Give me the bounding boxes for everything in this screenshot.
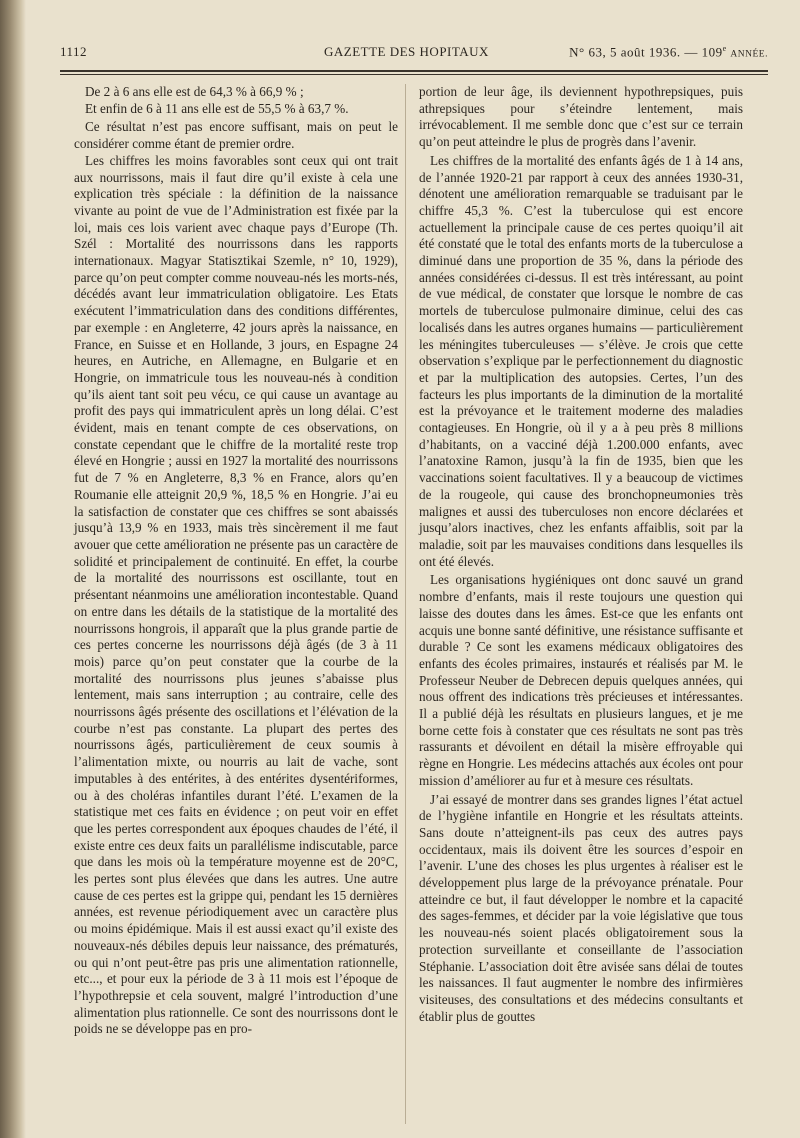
issue-info-suffix: ANNÉE. xyxy=(730,49,768,60)
paragraph: Les organisations hygiéniques ont donc sauvé un grand nombre d’enfants, mais il reste toujours une question qui laisse des doutes dans les âmes. Est-ce que les enfants ont acquis une bonne santé définitive, une résistance suffisante et durable ? Ce sont les examens médicaux obligatoires des enfants des écoles primaires, instaurés et réalisés par M. le Professeur Neuber de Debrecen depuis quelques années, qui nous offrent des indications très précieuses et intéressantes. Il a publié déjà les résultats en plusieurs langues, et je me borne cette fois à constater que ces résultats ne sont pas très rassurants et dévoilent en détail la misère effroyable qui règne en Hongrie. Les médecins attachés aux écoles ont pour mission d’améliorer au fur et à mesure ces résultats. xyxy=(419,572,743,788)
paragraph: Les chiffres les moins favorables sont ceux qui ont trait aux nourrissons, mais il faut dire qu’il existe à cela une explication très spéciale : la définition de la naissance vivante au point de vue de l’Administration est fixée par la loi, mais ces lois varient avec chaque pays d’Europe (Th. Szél : Mortalité des nourrissons dans les rapports internationaux. Magyar Statisztikai Szemle, n° 10, 1929), parce qu’on peut compter comme nouveau-nés les morts-nés, décédés avant leur immatriculation obligatoire. Les Etats exécutent l’immatriculation dans des conditions différentes, par exemple : en Angleterre, 42 jours après la naissance, en France, en Suisse et en Hollande, 3 jours, en Espagne 24 heures, en Autriche, en Allemagne, en Bulgarie et en Hongrie, on immatricule tous les nouveau-nés à condition qu’ils aient tant soit peu vécu, ce qui cause un avantage au profit des pays qui immatriculent après un long délai. C’est évident, mais en tenant compte de ces observations, on constate cependant que le chiffre de la mortalité reste trop élevé en Hongrie ; aussi en 1927 la mortalité des nourrissons fut de 7 % en Angleterre, 8,3 % en France, alors qu’en Roumanie elle atteignit 20,9 %, 18,5 % en Hongrie. J’ai eu la satisfaction de constater que ces chiffres se sont abaissés jusqu’à 13,9 % en 1933, mais très sincèrement il me faut avouer que cette amélioration ne présente pas un caractère de solidité et principalement de continuité. En effet, la courbe de la mortalité des nourrissons est oscillante, tout en présentant néanmoins une amélioration incontestable. Quand on entre dans les détails de la statistique de la mortalité des nourrissons hongrois, il apparaît que la plus grande partie de ces pertes concerne les nourrissons déjà âgés (de 3 à 11 mois) parce qu’on peut constater que la courbe de la mortalité des nourrissons plus jeunes s’abaisse plus lentement, mais sans interruption ; au contraire, celle des nourrissons âgés présente des oscillations et l’élévation de la courbe n’est pas constante. La plupart des pertes des nourrissons âgés, particulièrement de ceux soumis à l’alimentation mixte, ou nourris au lait de vache, sont imputables à des entérites, à des entérites dysentériformes, ou à des choléras infantiles durant l’été. L’examen de la statistique met ces faits en évidence ; on peut voir en effet que les pertes correspondent aux époques chaudes de l’été, il existe entre ces deux faits un parallélisme indiscutable, parce que dans les mois où la température moyenne est de 20°C, les pertes sont plus élevées que dans les autres. Une autre cause de ces pertes est la grippe qui, pendant les 15 dernières années, est revenue périodiquement avec un caractère plus ou moins épidémique. Mais il est aussi exact qu’il existe des nouveaux-nés débiles depuis leur naissance, des prématurés, ou qui n’ont peut-être pas pris une alimentation rationnelle, etc..., et pour eux la période de 3 à 11 mois est l’époque de l’hypothrepsie et cela souvent, malgré l’introduction d’une alimentation plus rationnelle. Ce sont des nourrissons dont le poids ne se développe pas en pro- xyxy=(74,152,398,1037)
paragraph: Les chiffres de la mortalité des enfants âgés de 1 à 14 ans, de l’année 1920-21 par rapport à ceux des années 1930-31, dénotent une amélioration remarquable se traduisant par le chiffre 45,3 %. C’est la tuberculose qui est encore actuellement la principale cause de ces pertes quoiqu’il ait été constaté que le total des enfants morts de la tuberculose a diminué dans une proportion de 35 %, dans la période des années considérées ci-dessus. Il est très intéressant, au point de vue médical, de constater que lorsque le nombre de cas mortels de tuberculose pulmonaire diminue, celui des cas localisés dans les autres organes humains — particulièrement les méningites tuberculeuses — s’élève. Je crois que cette observation s’explique par le perfectionnement du diagnostic et par la multiplication des autopsies. Certes, l’un des facteurs les plus importants de la diminution de la mortalité est la prévoyance et le traitement moderne des maladies contagieuses. En Hongrie, où il y a à peu près 8 millions d’habitants, on a vacciné déjà 1.200.000 enfants, avec l’anatoxine Ramon, jusqu’à la fin de 1935, bien que les vaccinations soient facultatives. Il y a beaucoup de victimes de la rougeole, qui cause des bronchopneumonies très malignes et aussi des tuberculoses non encore déclarées et jusqu’alors inactives, chez les enfants affaiblis, soit par la maladie, soit par les mauvaises conditions dans lesquelles ils ont été élevés. xyxy=(419,152,743,569)
page-binding-shadow xyxy=(0,0,26,1138)
issue-info-text: N° 63, 5 août 1936. — 109 xyxy=(569,44,723,60)
paragraph: portion de leur âge, ils deviennent hypothrepsiques, puis athrepsiques pour s’éteindre lentement, mais irrévocablement. Il me semble donc que c’est sur ce terrain qu’on peut atteindre le plus de progrès dans l’avenir. xyxy=(419,84,743,150)
running-header xyxy=(52,40,768,62)
journal-title: GAZETTE DES HOPITAUX xyxy=(324,44,489,59)
column-divider xyxy=(405,84,406,1124)
issue-info-sup: e xyxy=(722,44,727,53)
paragraph: J’ai essayé de montrer dans ses grandes lignes l’état actuel de l’hygiène infantile en Hongrie et les résultats atteints. Sans doute n’atteignent-ils pas ceux des autres pays occidentaux, mais ils doivent être les sources d’espoir en l’avenir. L’une des choses les plus urgentes à réaliser est le développement plus large de la prévoyance prénatale. Pour atteindre ce but, il faut développer le nombre et la capacité des sages-femmes, et décider par la voie législative que tous les nouveau-nés soient placés obligatoirement sous la protection surveillante et conseillante de l’association Stéphanie. L’association doit être avisée sans délai de toutes les naissances. Il faut augmenter le nombre des infirmières visiteuses, des consultations et des médecins consultants et établir plus de gouttes xyxy=(419,791,743,1024)
header-rule-thick xyxy=(60,70,768,72)
header-rule-thin xyxy=(60,74,768,75)
journal-page xyxy=(52,40,768,1130)
right-column xyxy=(419,84,743,1025)
paragraph: De 2 à 6 ans elle est de 64,3 % à 66,9 % ; xyxy=(85,84,304,99)
paragraph: Ce résultat n’est pas encore suffisant, mais on peut le considérer comme étant de premier ordre. xyxy=(74,119,398,152)
issue-info xyxy=(569,44,768,60)
paragraph: Et enfin de 6 à 11 ans elle est de 55,5 % à 63,7 %. xyxy=(85,100,349,116)
page-number: 1112 xyxy=(60,44,88,59)
left-column xyxy=(74,84,398,1038)
